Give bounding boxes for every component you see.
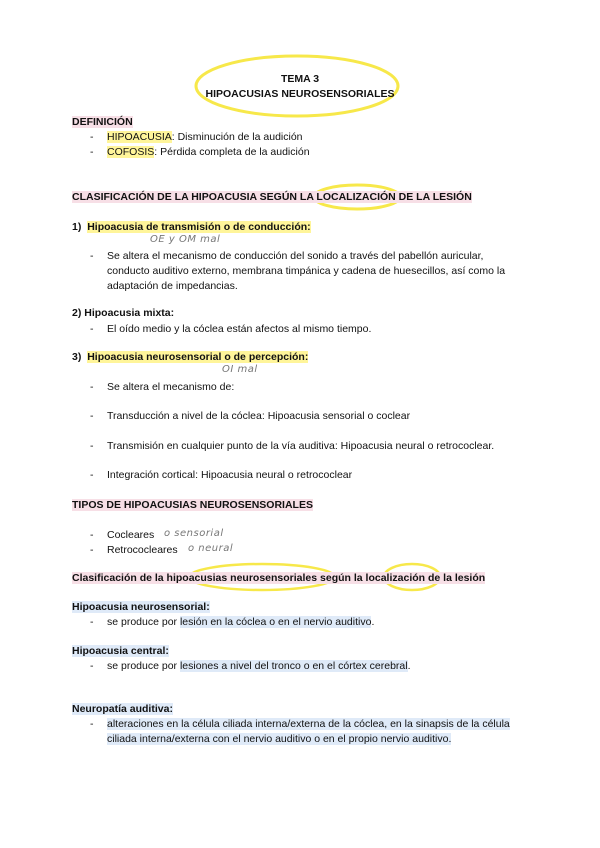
handwritten-note: o neural [188, 543, 234, 554]
tipos-heading-text: TIPOS DE HIPOACUSIAS NEUROSENSORIALES [72, 499, 313, 511]
heading-part: de la lesión [425, 572, 486, 584]
neuropatia-text [107, 717, 512, 747]
handwritten-note: o sensorial [164, 528, 224, 539]
section-title-text: Hipoacusia de transmisión o de conducción: [87, 221, 311, 233]
section-3-item: Transducción a nivel de la cóclea: Hipoacusia sensorial o coclear [107, 410, 411, 422]
heading-part-localizacion: LA LOCALIZACIÓN [299, 191, 396, 203]
section-3-item: Se altera el mecanismo de: [107, 381, 235, 393]
page-subtitle: HIPOACUSIAS NEUROSENSORIALES [205, 88, 395, 100]
title-circle [196, 56, 398, 116]
heading-part-neurosensoriales: hipoacusias neurosensoriales [166, 572, 318, 584]
bullet: - [90, 529, 94, 541]
tipos-item-cocleares: Cocleares [107, 529, 155, 541]
neurosensorial-text [107, 615, 374, 630]
central-text [107, 659, 411, 674]
page-title: TEMA 3 [280, 73, 320, 85]
text-part: . [407, 660, 411, 672]
section-2-text: El oído medio y la cóclea están afectos al mismo tiempo. [107, 323, 372, 335]
handwritten-note: OI mal [222, 364, 258, 375]
bullet: - [90, 381, 94, 393]
tipos-item-retrococleares: Retrococleares [107, 544, 178, 556]
definition-text: : Disminución de la audición [171, 131, 303, 143]
bullet: - [90, 544, 94, 556]
bullet: - [90, 410, 94, 422]
bullet: - [90, 440, 94, 452]
text-part: se produce por [107, 660, 180, 672]
section-3-title [72, 351, 308, 363]
bullet: - [90, 323, 94, 335]
definicion-item-2 [107, 145, 310, 160]
heading-part: CLASIFICACIÓN DE LA HIPOACUSIA SEGÚN [72, 191, 300, 203]
neurosensorial-title-text: Hipoacusia neurosensorial: [72, 601, 210, 613]
central-title [72, 645, 169, 657]
central-title-text: Hipoacusia central: [72, 645, 169, 657]
heading-part: Clasificación de la [72, 572, 167, 584]
bullet: - [90, 718, 94, 730]
neuropatia-title-text: Neuropatía auditiva: [72, 703, 173, 715]
clasificacion-2-heading [72, 572, 485, 584]
bullet: - [90, 146, 94, 158]
section-3-item: Transmisión en cualquier punto de la vía auditiva: Hipoacusia neural o retrococlear. [107, 440, 495, 452]
section-title-text: Hipoacusia neurosensorial o de percepción: [87, 351, 309, 363]
tipos-heading [72, 499, 313, 511]
term-cofosis: COFOSIS [107, 146, 155, 158]
text-part: se produce por [107, 616, 180, 628]
term-hipoacusia: HIPOACUSIA [107, 131, 172, 143]
heading-part: DE LA LESIÓN [395, 191, 472, 203]
neuropatia-title [72, 703, 173, 715]
clasificacion-heading [72, 191, 472, 203]
section-number: 3) [72, 351, 82, 363]
neuropatia-text-highlighted: alteraciones en la célula ciliada interna/externa de la cóclea, en la sinapsis de la célula ciliada interna/externa con el nervio auditivo o en el propio nervio auditivo. [107, 718, 510, 745]
heading-part-localizacion: localización [365, 572, 426, 584]
section-2-title: 2) Hipoacusia mixta: [72, 307, 175, 319]
neurosensorial-title [72, 601, 210, 613]
text-part: . [371, 616, 375, 628]
heading-part: según la [317, 572, 366, 584]
section-number: 1) [72, 221, 82, 233]
definition-text: : Pérdida completa de la audición [154, 146, 310, 158]
handwritten-note: OE y OM mal [150, 234, 221, 245]
text-part-highlighted: lesiones a nivel del tronco o en el córtex cerebral [179, 660, 408, 672]
bullet: - [90, 616, 94, 628]
text-part-highlighted: lesión en la cóclea o en el nervio auditivo [179, 616, 372, 628]
section-1-title [72, 221, 311, 233]
definicion-heading: DEFINICIÓN [72, 116, 133, 128]
bullet: - [90, 469, 94, 481]
definicion-item-1 [107, 130, 303, 145]
section-1-text: Se altera el mecanismo de conducción del sonido a través del pabellón auricular, conducto auditivo externo, membrana timpánica y cadena de huesecillos, así como la adaptación de impedancias. [107, 250, 506, 292]
bullet: - [90, 250, 94, 262]
bullet: - [90, 660, 94, 672]
bullet: - [90, 131, 94, 143]
section-3-item: Integración cortical: Hipoacusia neural o retrococlear [107, 469, 353, 481]
